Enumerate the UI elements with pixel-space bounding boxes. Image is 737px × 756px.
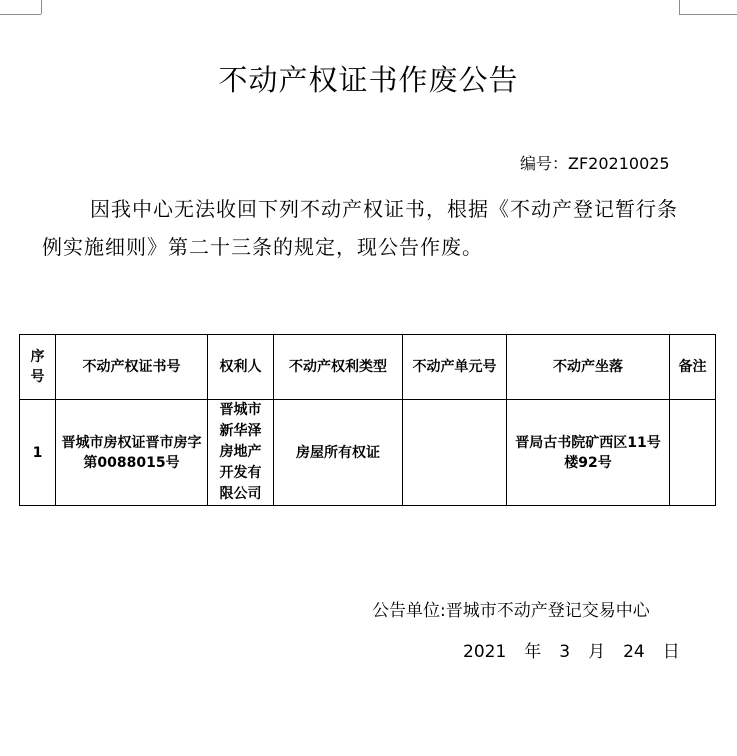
date-day-unit: 日 <box>662 642 680 662</box>
page-corner-mark-top-right-horizontal <box>679 14 737 15</box>
announcement-date <box>463 637 698 662</box>
issuing-unit: 公告单位:晋城市不动产登记交易中心 <box>372 601 650 621</box>
page-corner-mark-top-left-horizontal <box>0 14 41 15</box>
date-day: 24 <box>623 642 645 662</box>
header-right-type: 不动产权利类型 <box>274 335 403 400</box>
date-year-unit: 年 <box>524 642 542 662</box>
table-row <box>20 400 716 506</box>
cell-seq: 1 <box>20 400 56 506</box>
date-month-unit: 月 <box>588 642 606 662</box>
table-header-row <box>20 335 716 400</box>
page-corner-mark-top-left <box>41 0 42 14</box>
document-title: 不动产权证书作废公告 <box>218 63 519 97</box>
cell-location: 晋局古书院矿西区11号楼92号 <box>507 400 670 506</box>
cell-remark <box>670 400 716 506</box>
cell-unit-no <box>403 400 507 506</box>
certificate-table <box>19 334 716 506</box>
cell-owner: 晋城市新华泽房地产开发有限公司 <box>208 400 274 506</box>
header-seq: 序号 <box>20 335 56 400</box>
cell-cert-no: 晋城市房权证晋市房字第0088015号 <box>56 400 208 506</box>
announcement-paragraph: 因我中心无法收回下列不动产权证书，根据《不动产登记暂行条例实施细则》第二十三条的规定，现公告作废。 <box>42 197 678 259</box>
header-location: 不动产坐落 <box>507 335 670 400</box>
header-cert-no: 不动产权证书号 <box>56 335 208 400</box>
document-number: 编号：ZF20210025 <box>520 154 670 173</box>
date-month: 3 <box>559 642 571 662</box>
page-corner-mark-top-right <box>679 0 680 14</box>
header-owner: 权利人 <box>208 335 274 400</box>
date-year: 2021 <box>463 642 507 662</box>
header-remark: 备注 <box>670 335 716 400</box>
cell-right-type: 房屋所有权证 <box>274 400 403 506</box>
header-unit-no: 不动产单元号 <box>403 335 507 400</box>
